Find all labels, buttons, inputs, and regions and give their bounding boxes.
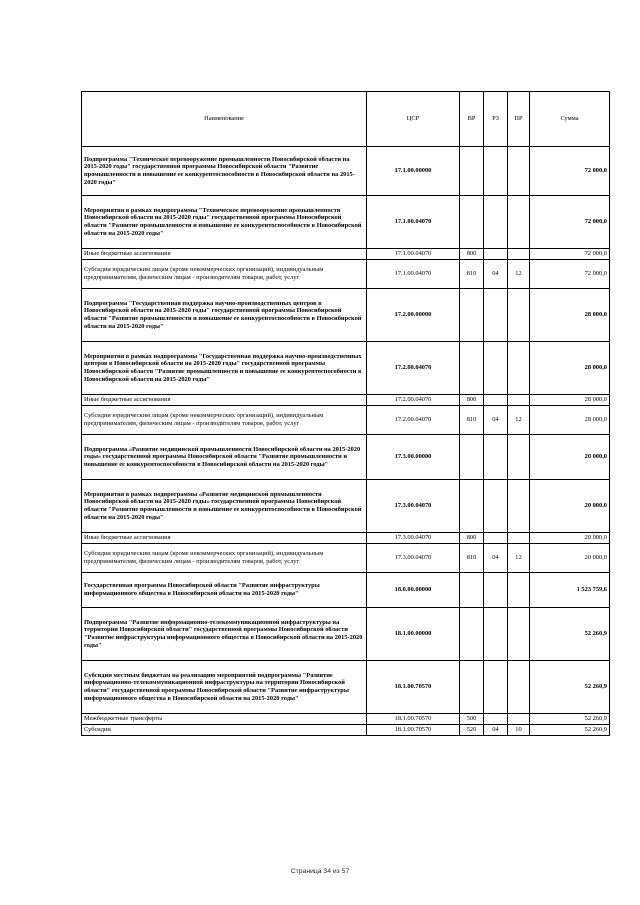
table-row [82,661,610,714]
row-vr-cell: 500 [460,714,484,725]
row-pr-cell [508,249,530,260]
row-name-cell: Субсидии [82,725,367,736]
row-csr-cell: 17.2.00.04070 [367,395,460,406]
table-row [82,406,610,435]
row-vr-cell [460,289,484,342]
row-name-cell: Межбюджетные трансферты [82,714,367,725]
row-vr-cell [460,435,484,480]
row-sum-cell: 72 000,0 [530,249,610,260]
row-pr-cell [508,196,530,249]
row-name-cell: Подпрограмма "Развитие информационно-телекоммуникационной инфраструктуры на территории Новосибирской области" государственной программы Новосибирской области "Развитие инфраструктуры информационного общества в Новосибирской области на 2015-2020 годы" [82,608,367,661]
row-sum-cell: 20 000,0 [530,480,610,533]
table-row [82,342,610,395]
row-rz-cell [484,435,508,480]
row-pr-cell [508,533,530,544]
budget-table [81,91,610,736]
row-csr-cell: 17.2.00.04070 [367,342,460,395]
row-rz-cell [484,661,508,714]
row-rz-cell: 04 [484,406,508,435]
row-csr-cell: 17.3.00.04070 [367,544,460,573]
row-rz-cell [484,480,508,533]
header-pr: ПР [508,92,530,147]
header-csr: ЦСР [367,92,460,147]
row-sum-cell: 52 260,9 [530,608,610,661]
row-csr-cell: 18.0.00.00000 [367,573,460,608]
row-vr-cell: 810 [460,260,484,289]
row-pr-cell [508,342,530,395]
row-csr-cell: 18.1.00.70570 [367,714,460,725]
row-pr-cell [508,289,530,342]
row-sum-cell: 28 000,0 [530,289,610,342]
row-rz-cell [484,196,508,249]
row-name-cell: Государственная программа Новосибирской области "Развитие инфраструктуры информационного общества в Новосибирской области на 2015-2020 годы" [82,573,367,608]
table-row [82,533,610,544]
row-sum-cell: 28 000,0 [530,395,610,406]
table-row [82,573,610,608]
row-vr-cell: 800 [460,533,484,544]
row-name-cell: Подпрограмма "Техническое перевооружение промышленности Новосибирской области на 2015-2020 годы" государственной программы Новосибирской области "Развитие промышленности и повышение ее конкурентоспособности в Новосибирской области на 2015-2020 годы" [82,147,367,196]
table-row [82,725,610,736]
row-rz-cell [484,608,508,661]
row-vr-cell [460,147,484,196]
row-rz-cell: 04 [484,260,508,289]
table-row [82,395,610,406]
row-csr-cell: 18.1.00.70570 [367,661,460,714]
page-footer: Страница 34 из 57 [290,868,350,875]
row-vr-cell [460,608,484,661]
table-row [82,147,610,196]
row-rz-cell [484,342,508,395]
row-rz-cell [484,573,508,608]
row-rz-cell [484,147,508,196]
row-name-cell: Иные бюджетные ассигнования [82,533,367,544]
table-row [82,196,610,249]
row-name-cell: Мероприятия в рамках подпрограммы «Развитие медицинской промышленности Новосибирской области на 2015-2020 годы» государственной программы Новосибирской области "Развитие промышленности и повышение ее конкурентоспособности в Новосибирской области на 2015-2020 годы" [82,480,367,533]
row-csr-cell: 17.1.00.04070 [367,196,460,249]
row-name-cell: Субсидии юридическим лицам (кроме некоммерческих организаций), индивидуальным предпринимателям, физическим лицам - производителям товаров, работ, услуг [82,406,367,435]
row-csr-cell: 17.1.00.00000 [367,147,460,196]
row-pr-cell: 12 [508,544,530,573]
row-sum-cell: 20 000,0 [530,544,610,573]
row-vr-cell [460,342,484,395]
row-csr-cell: 17.3.00.04070 [367,533,460,544]
row-rz-cell [484,533,508,544]
row-vr-cell: 800 [460,395,484,406]
header-vr: ВР [460,92,484,147]
row-csr-cell: 17.2.00.04070 [367,406,460,435]
row-name-cell: Подпрограмма «Развитие медицинской промышленности Новосибирской области на 2015-2020 годы» государственной программы Новосибирской области "Развитие промышленности и повышение ее конкурентоспособности в Новосибирской области на 2015-2020 годы" [82,435,367,480]
row-vr-cell: 520 [460,725,484,736]
table-row [82,435,610,480]
row-rz-cell: 04 [484,725,508,736]
row-sum-cell: 72 000,0 [530,196,610,249]
row-pr-cell [508,480,530,533]
table-row [82,608,610,661]
row-vr-cell: 810 [460,544,484,573]
row-pr-cell [508,608,530,661]
row-vr-cell [460,480,484,533]
row-pr-cell [508,147,530,196]
row-name-cell: Иные бюджетные ассигнования [82,249,367,260]
row-name-cell: Мероприятия в рамках подпрограммы "Техническое перевооружение промышленности Новосибирской области на 2015-2020 годы" государственной программы Новосибирской области "Развитие промышленности и повышение ее конкурентоспособности в Новосибирской области на 2015-2020 годы" [82,196,367,249]
row-rz-cell: 04 [484,544,508,573]
row-vr-cell: 800 [460,249,484,260]
row-sum-cell: 52 260,9 [530,714,610,725]
row-sum-cell: 1 523 759,6 [530,573,610,608]
row-csr-cell: 17.1.00.04070 [367,260,460,289]
row-pr-cell [508,573,530,608]
row-csr-cell: 17.2.00.00000 [367,289,460,342]
table-header-row [82,92,610,147]
row-sum-cell: 72 000,0 [530,260,610,289]
row-rz-cell [484,714,508,725]
row-vr-cell: 810 [460,406,484,435]
row-csr-cell: 17.3.00.04070 [367,480,460,533]
table-row [82,714,610,725]
row-vr-cell [460,573,484,608]
row-csr-cell: 17.3.00.00000 [367,435,460,480]
row-pr-cell [508,435,530,480]
row-csr-cell: 18.1.00.70570 [367,725,460,736]
header-name: Наименование [82,92,367,147]
table-row [82,544,610,573]
row-vr-cell [460,661,484,714]
row-sum-cell: 20 000,0 [530,435,610,480]
row-sum-cell: 28 000,0 [530,342,610,395]
row-name-cell: Субсидии местным бюджетам на реализацию мероприятий подпрограммы "Развитие информационно-телекоммуникационной инфраструктуры на территории Новосибирской области" государственной программы Новосибирской области "Развитие инфраструктуры информационного общества в Новосибирской области на 2015-2020 годы" [82,661,367,714]
row-csr-cell: 18.1.00.00000 [367,608,460,661]
table-row [82,249,610,260]
row-name-cell: Подпрограмма "Государственная поддержка научно-производственных центров в Новосибирской области на 2015-2020 годы" государственной программы Новосибирской области "Развитие промышленности и повышение ее конкурентоспособности в Новосибирской области на 2015-2020 годы" [82,289,367,342]
row-pr-cell: 12 [508,406,530,435]
row-sum-cell: 52 260,9 [530,661,610,714]
budget-table-body [82,92,610,736]
table-row [82,289,610,342]
row-pr-cell: 10 [508,725,530,736]
row-name-cell: Субсидии юридическим лицам (кроме некоммерческих организаций), индивидуальным предпринимателям, физическим лицам - производителям товаров, работ, услуг [82,544,367,573]
row-sum-cell: 52 260,9 [530,725,610,736]
row-pr-cell [508,395,530,406]
row-sum-cell: 28 000,0 [530,406,610,435]
row-pr-cell [508,661,530,714]
row-rz-cell [484,289,508,342]
row-name-cell: Субсидии юридическим лицам (кроме некоммерческих организаций), индивидуальным предпринимателям, физическим лицам - производителям товаров, работ, услуг [82,260,367,289]
header-sum: Сумма [530,92,610,147]
row-csr-cell: 17.1.00.04070 [367,249,460,260]
row-pr-cell [508,714,530,725]
header-rz: РЗ [484,92,508,147]
row-sum-cell: 72 000,0 [530,147,610,196]
table-row [82,260,610,289]
row-name-cell: Иные бюджетные ассигнования [82,395,367,406]
row-vr-cell [460,196,484,249]
row-rz-cell [484,395,508,406]
row-name-cell: Мероприятия в рамках подпрограммы "Государственная поддержка научно-производственных центров в Новосибирской области на 2015-2020 годы" государственной программы Новосибирской области "Развитие промышленности и повышение ее конкурентоспособности в Новосибирской области на 2015-2020 годы" [82,342,367,395]
row-sum-cell: 20 000,0 [530,533,610,544]
row-rz-cell [484,249,508,260]
table-row [82,480,610,533]
row-pr-cell: 12 [508,260,530,289]
